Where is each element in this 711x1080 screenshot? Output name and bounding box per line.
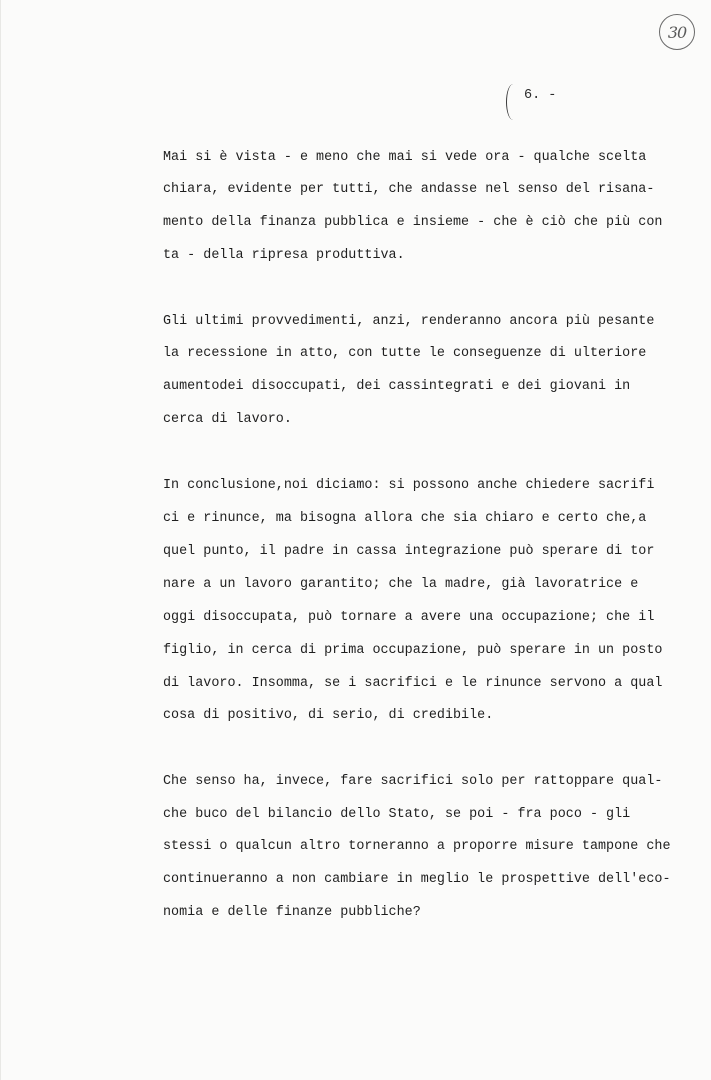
paragraph-1-line-3: mento della finanza pubblica e insieme - che è ciò che più con: [163, 215, 663, 230]
paragraph-2-line-4: cerca di lavoro.: [163, 412, 292, 427]
paragraph-3-line-3: quel punto, il padre in cassa integrazione può sperare di tor: [163, 544, 655, 559]
paragraph-4-line-1: Che senso ha, invece, fare sacrifici solo per rattoppare qual-: [163, 774, 663, 789]
paragraph-3-line-7: di lavoro. Insomma, se i sacrifici e le rinunce servono a qual: [163, 676, 663, 691]
paragraph-4-line-5: nomia e delle finanze pubbliche?: [163, 905, 421, 920]
paragraph-3-line-1: In conclusione,noi diciamo: si possono anche chiedere sacrifi: [163, 478, 655, 493]
paragraph-1-line-2: chiara, evidente per tutti, che andasse nel senso del risana-: [163, 182, 655, 197]
page-number-text: 6. -: [524, 88, 557, 103]
page-number: [508, 88, 556, 103]
paragraph-2-line-1: Gli ultimi provvedimenti, anzi, renderanno ancora più pesante: [163, 314, 655, 329]
circled-page-stamp: 30: [659, 14, 695, 50]
paragraph-3-line-6: figlio, in cerca di prima occupazione, può sperare in un posto: [163, 643, 663, 658]
paragraph-3-line-8: cosa di positivo, di serio, di credibile.: [163, 708, 494, 723]
paragraph-4-line-4: continueranno a non cambiare in meglio le prospettive dell'eco-: [163, 872, 671, 887]
paragraph-3-line-4: nare a un lavoro garantito; che la madre, già lavoratrice e: [163, 577, 639, 592]
paragraph-4-line-2: che buco del bilancio dello Stato, se poi - fra poco - gli: [163, 807, 631, 822]
paragraph-4-line-3: stessi o qualcun altro torneranno a proporre misure tampone che: [163, 839, 671, 854]
paragraph-3-line-2: ci e rinunce, ma bisogna allora che sia chiaro e certo che,a: [163, 511, 647, 526]
paragraph-1-line-1: Mai si è vista - e meno che mai si vede ora - qualche scelta: [163, 150, 647, 165]
paragraph-1-line-4: ta - della ripresa produttiva.: [163, 248, 405, 263]
paragraph-3-line-5: oggi disoccupata, può tornare a avere una occupazione; che il: [163, 610, 655, 625]
paragraph-2-line-2: la recessione in atto, con tutte le conseguenze di ulteriore: [163, 346, 647, 361]
paragraph-2-line-3: aumentodei disoccupati, dei cassintegrati e dei giovani in: [163, 379, 631, 394]
